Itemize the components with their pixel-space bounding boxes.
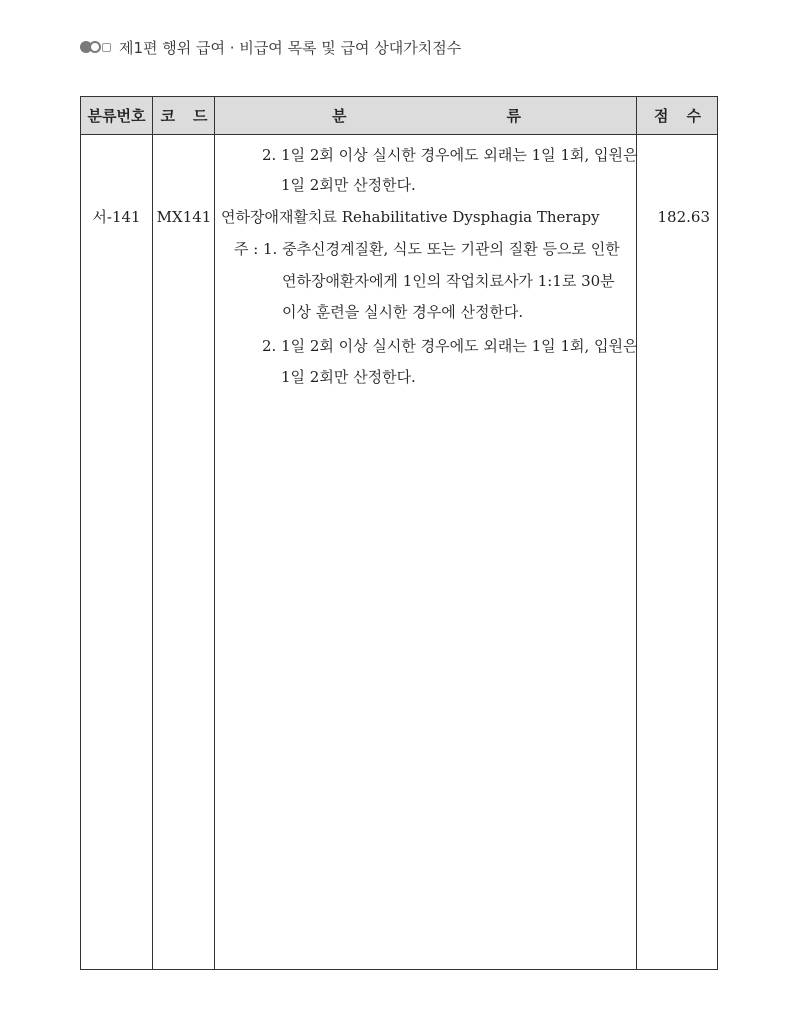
note-2-line-1: 2. 1일 2회 이상 실시한 경우에도 외래는 1일 1회, 입원은 (262, 337, 638, 355)
note-1-line-1: 1. 중추신경계질환, 식도 또는 기관의 질환 등으로 인한 (263, 240, 620, 258)
prev-note-2-line-1: 2. 1일 2회 이상 실시한 경우에도 외래는 1일 1회, 입원은 (262, 146, 638, 164)
page-header (80, 36, 461, 58)
item-code: MX141 (156, 208, 212, 226)
relative-value-score: 182.63 (657, 208, 710, 226)
table-header-row (81, 97, 717, 135)
header-classification: 분류번호 (87, 107, 146, 125)
fee-schedule-table (80, 96, 718, 970)
header-code: 코 드 (160, 107, 208, 125)
header-score: 점 수 (654, 107, 701, 125)
item-name: 연하장애재활치료 Rehabilitative Dysphagia Therapy (221, 208, 600, 226)
section-logo-icon (80, 41, 111, 53)
note-1-line-2: 연하장애환자에게 1인의 작업치료사가 1:1로 30분 (282, 272, 615, 290)
prev-note-2-line-2: 1일 2회만 산정한다. (281, 176, 416, 194)
note-2-line-2: 1일 2회만 산정한다. (281, 368, 416, 386)
classification-number: 서-141 (92, 208, 141, 226)
note-1-line-3: 이상 훈련을 실시한 경우에 산정한다. (282, 303, 524, 321)
header-category: 분 류 (332, 107, 521, 125)
page-header-title: 제1편 행위 급여 · 비급여 목록 및 급여 상대가치점수 (119, 38, 462, 57)
note-prefix: 주 : (234, 240, 259, 258)
